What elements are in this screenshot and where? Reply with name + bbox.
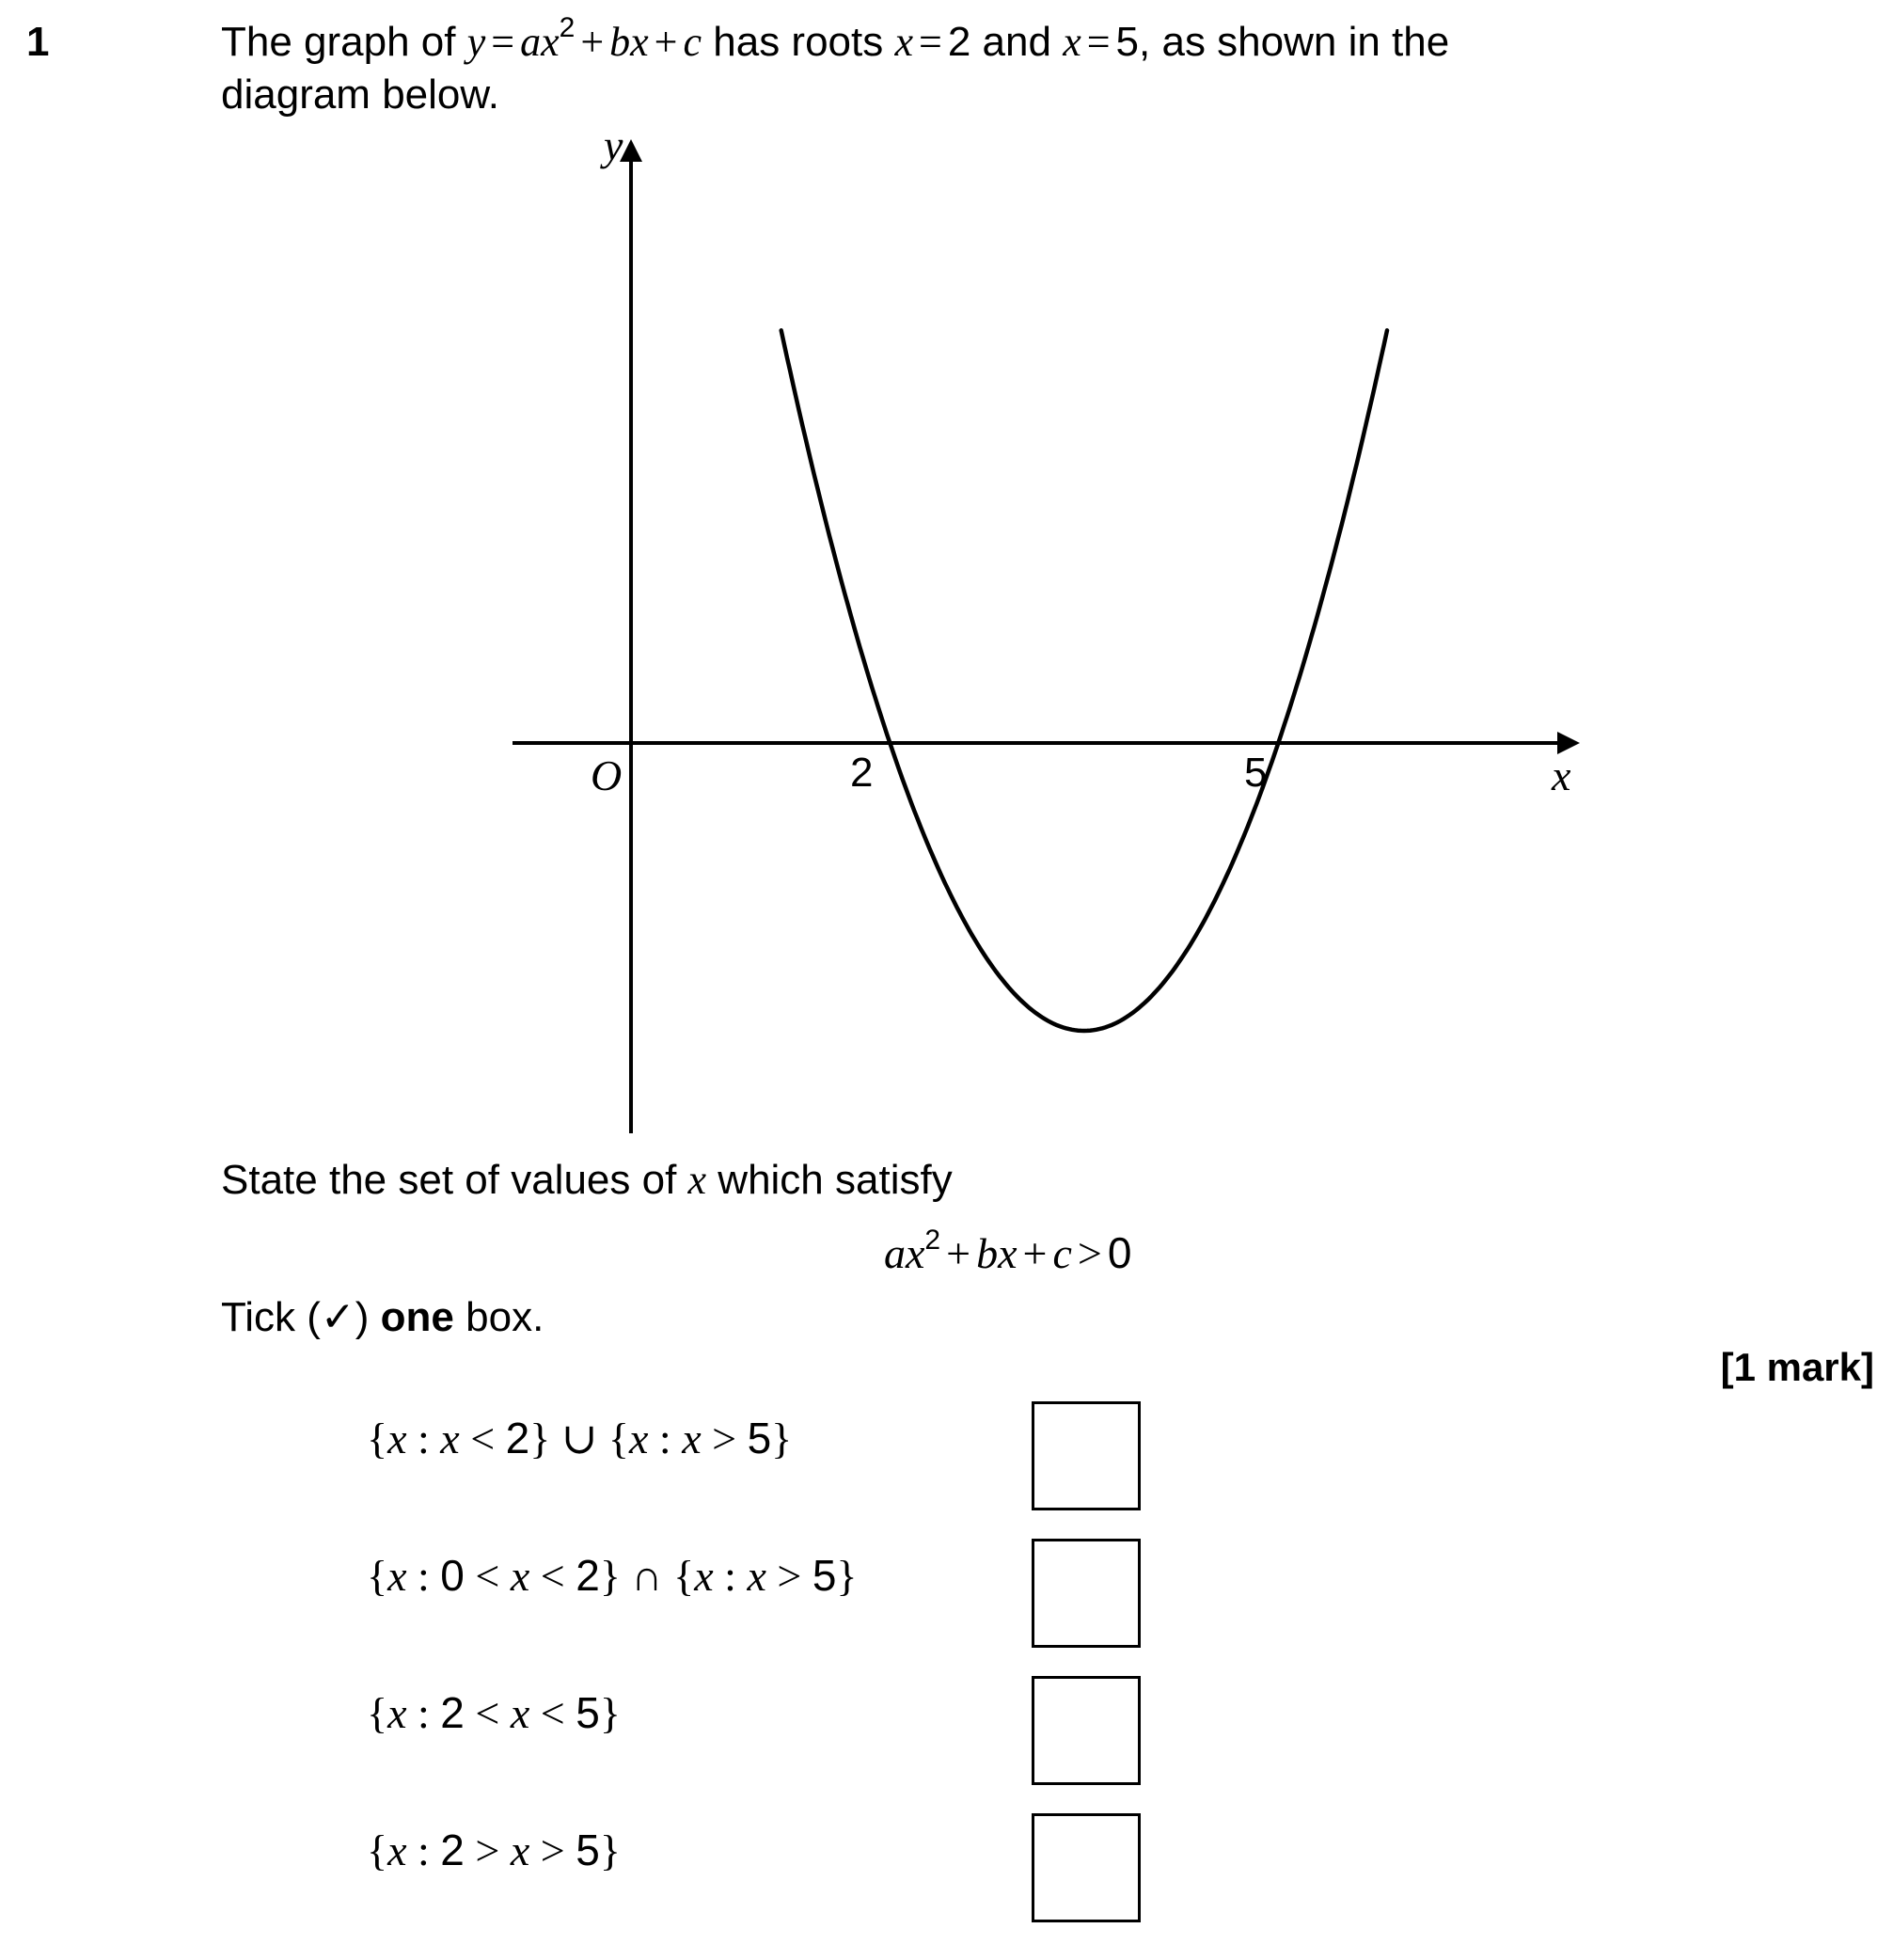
option-label-4 (367, 1825, 621, 1875)
origin-label: O (591, 751, 623, 799)
option-2-part: } (836, 1552, 858, 1600)
question-stem-line-1 (221, 12, 1450, 68)
ineq-bx: bx (976, 1229, 1017, 1277)
root1-x: x (894, 19, 913, 65)
check-mark-icon: ✓ (320, 1294, 355, 1340)
question-number: 1 (26, 19, 50, 65)
stem-eq-bx: bx (609, 19, 649, 65)
option-4-part: } (599, 1826, 621, 1874)
prompt-variable: x (687, 1157, 707, 1203)
option-2-part: x (387, 1552, 407, 1600)
option-1-part: x (387, 1415, 407, 1462)
stem-eq-plus-2: + (654, 19, 678, 65)
option-2-part: x (510, 1552, 530, 1600)
option-1-part: } (771, 1415, 793, 1462)
prompt-text-2: which satisfy (706, 1157, 953, 1203)
option-2-part: { (367, 1552, 388, 1600)
stem-text-4: , as shown in the (1139, 19, 1450, 65)
stem-eq-c: c (683, 19, 702, 65)
option-2-part: x (747, 1552, 766, 1600)
option-label-3 (367, 1687, 621, 1738)
stem-text-1: The graph of (221, 19, 467, 65)
inequality (884, 1224, 1132, 1278)
tick-instruction (221, 1292, 544, 1343)
root1-value: 2 (947, 19, 971, 65)
option-3-part: { (367, 1689, 388, 1737)
stem-eq-y: y (466, 19, 486, 65)
option-1-part: : (648, 1415, 683, 1462)
root1-equals: = (919, 19, 942, 65)
option-1-part: : (406, 1415, 441, 1462)
ineq-plus-1: + (946, 1229, 971, 1277)
prompt-text (221, 1155, 953, 1206)
option-4-part: : (406, 1826, 441, 1874)
ineq-zero: 0 (1107, 1228, 1132, 1277)
option-4-part: x (510, 1826, 530, 1874)
option-3-part: x (510, 1689, 530, 1737)
ineq-exponent: 2 (924, 1224, 941, 1256)
option-1-part: x (629, 1415, 649, 1462)
ineq-plus-2: + (1022, 1229, 1048, 1277)
stem-eq-ax: ax (520, 19, 560, 65)
option-3-part: 2 (440, 1688, 465, 1737)
tick-text-bold: one (380, 1294, 454, 1340)
answer-checkbox-1[interactable] (1032, 1401, 1141, 1510)
stem-eq-plus-1: + (580, 19, 605, 65)
option-4-part: > (529, 1826, 576, 1874)
option-1-part: 2 (505, 1414, 530, 1462)
axes (513, 139, 1580, 1133)
option-3-part: 5 (576, 1688, 600, 1737)
option-4-part: x (387, 1826, 407, 1874)
option-1-part: x (440, 1415, 460, 1462)
option-label-2 (367, 1550, 858, 1601)
option-2-part: : (406, 1552, 441, 1600)
root2-value: 5 (1115, 19, 1140, 65)
marks-label: [1 mark] (1720, 1345, 1874, 1389)
stem-text-3: and (970, 19, 1064, 65)
answer-checkbox-2[interactable] (1032, 1539, 1141, 1648)
x-tick-label-5: 5 (1244, 750, 1268, 796)
option-2-part: < (529, 1552, 576, 1600)
x-tick-label-2: 2 (850, 750, 874, 796)
option-3-part: x (387, 1689, 407, 1737)
option-1-part: { (367, 1415, 388, 1462)
option-2-part: x (694, 1552, 714, 1600)
option-1-part: ∪ (550, 1415, 608, 1462)
option-2-part: 5 (812, 1551, 837, 1600)
parabola-curve (781, 330, 1387, 1031)
option-1-part: < (459, 1415, 506, 1462)
quadratic-graph (489, 122, 1599, 1147)
tick-text-3: box. (453, 1294, 544, 1340)
y-axis-label: y (604, 122, 623, 169)
answer-checkbox-3[interactable] (1032, 1676, 1141, 1785)
option-3-part: < (464, 1689, 511, 1737)
option-1-part: x (682, 1415, 702, 1462)
option-4-part: > (464, 1826, 511, 1874)
ineq-c: c (1052, 1229, 1072, 1277)
option-4-part: 2 (440, 1826, 465, 1874)
option-3-part: < (529, 1689, 576, 1737)
option-2-part: } (599, 1552, 621, 1600)
ineq-ax: ax (884, 1229, 925, 1277)
option-2-part: { (673, 1552, 695, 1600)
stem-eq-exponent: 2 (559, 12, 576, 44)
option-1-part: { (607, 1415, 629, 1462)
ineq-greater-than: > (1077, 1229, 1102, 1277)
option-4-part: 5 (576, 1826, 600, 1874)
option-2-part: > (765, 1552, 812, 1600)
option-3-part: : (406, 1689, 441, 1737)
answer-checkbox-4[interactable] (1032, 1813, 1141, 1922)
x-axis-label: x (1552, 751, 1571, 799)
option-3-part: } (599, 1689, 621, 1737)
option-1-part: > (701, 1415, 748, 1462)
prompt-text-1: State the set of values of (221, 1157, 688, 1203)
option-2-part: ∩ (620, 1552, 674, 1600)
option-2-part: : (713, 1552, 748, 1600)
root2-equals: = (1086, 19, 1111, 65)
y-axis-arrow (620, 139, 642, 162)
option-label-1 (367, 1413, 792, 1463)
option-1-part: 5 (747, 1414, 772, 1462)
option-2-part: 2 (576, 1551, 600, 1600)
stem-text-2: has roots (702, 19, 895, 65)
question-stem-line-2: diagram below. (221, 71, 499, 118)
option-2-part: 0 (440, 1551, 465, 1600)
tick-text-2: ) (355, 1294, 381, 1340)
option-2-part: < (464, 1552, 511, 1600)
option-4-part: { (367, 1826, 388, 1874)
tick-text-1: Tick ( (221, 1294, 321, 1340)
stem-eq-equals: = (491, 19, 515, 65)
root2-x: x (1063, 19, 1081, 65)
option-1-part: } (529, 1415, 551, 1462)
